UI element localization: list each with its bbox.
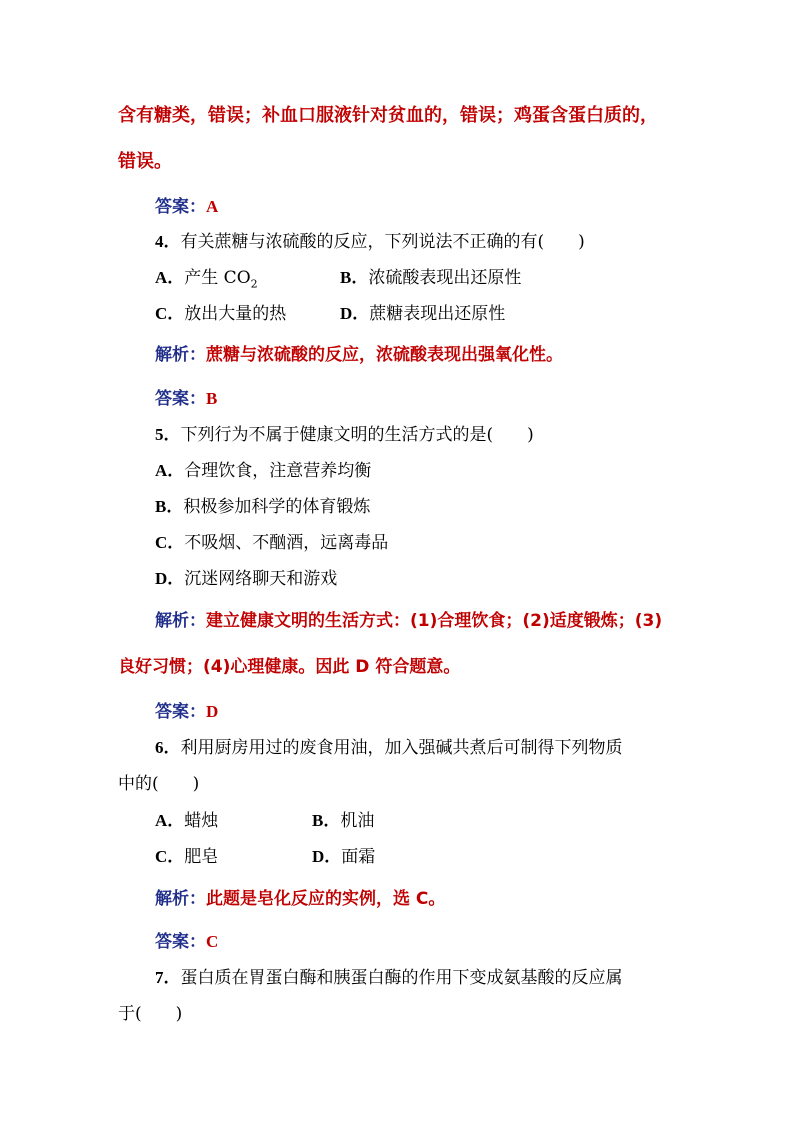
q4-option-a [155, 267, 258, 295]
q4-option-b [340, 267, 521, 289]
option-letter: A． [155, 811, 185, 830]
analysis-text: 此题是皂化反应的实例，选 C。 [206, 889, 446, 909]
answer-label: 答案： [155, 389, 206, 409]
option-text: 蔗糖表现出还原性 [369, 304, 506, 324]
question-stem: 蛋白质在胃蛋白酶和胰蛋白酶的作用下变成氨基酸的反应属 [180, 968, 623, 988]
answer-label: 答案： [155, 932, 206, 952]
answer-value: B [206, 389, 218, 408]
q6-stem-row [155, 737, 623, 759]
q6-option-b [312, 810, 374, 832]
q4-answer-row [155, 388, 217, 410]
q7-stem-row [155, 967, 623, 989]
option-letter: A． [155, 268, 185, 287]
option-letter: C． [155, 847, 185, 866]
q6-answer-row [155, 931, 218, 953]
q6-analysis-row [155, 888, 445, 910]
question-number: 7． [155, 968, 181, 987]
option-letter: D． [312, 847, 342, 866]
answer-value: D [206, 702, 219, 721]
answer-value: A [206, 197, 219, 216]
question-number: 5． [155, 425, 181, 444]
q5-option-c [155, 532, 388, 554]
q6-option-a [155, 810, 218, 832]
option-letter: B． [312, 811, 341, 830]
question-stem: 有关蔗糖与浓硫酸的反应，下列说法不正确的有( ) [180, 232, 585, 252]
option-letter: A． [155, 461, 185, 480]
q4-option-d [340, 303, 505, 325]
option-letter: B． [155, 497, 184, 516]
question-number: 6． [155, 738, 181, 757]
option-text: 蜡烛 [184, 811, 219, 831]
analysis-text: 蔗糖与浓硫酸的反应，浓硫酸表现出强氧化性。 [206, 345, 563, 365]
answer-label: 答案： [155, 702, 206, 722]
answer-label: 答案： [155, 197, 206, 217]
option-letter: D． [155, 569, 185, 588]
option-text: 面霜 [341, 847, 376, 867]
option-text: 肥皂 [184, 847, 219, 867]
option-text: 积极参加科学的体育锻炼 [183, 497, 371, 517]
q5-analysis-line-2: 良好习惯；(4)心理健康。因此 D 符合题意。 [118, 657, 461, 677]
q6-option-c [155, 846, 218, 868]
analysis-label: 解析： [155, 345, 206, 365]
option-letter: C． [155, 304, 185, 323]
question-stem: 利用厨房用过的废食用油，加入强碱共煮后可制得下列物质 [180, 738, 623, 758]
question-number: 4． [155, 232, 181, 251]
q5-option-b [155, 496, 370, 518]
question-stem: 下列行为不属于健康文明的生活方式的是( ) [180, 425, 534, 445]
option-text: 合理饮食，注意营养均衡 [184, 461, 372, 481]
q5-answer-row [155, 701, 218, 723]
q6-stem-line-2: 中的( ) [118, 774, 200, 794]
option-text: 产生 CO [184, 268, 251, 288]
option-text: 浓硫酸表现出还原性 [368, 268, 522, 288]
q3-answer-row [155, 196, 218, 218]
q6-option-d [312, 846, 375, 868]
analysis-label: 解析： [155, 611, 206, 631]
q5-stem-row [155, 424, 534, 446]
answer-value: C [206, 932, 219, 951]
q5-option-d [155, 568, 337, 590]
option-text: 机油 [340, 811, 375, 831]
intro-line-1: 含有糖类，错误；补血口服液针对贫血的，错误；鸡蛋含蛋白质的， [118, 105, 658, 126]
option-subscript: 2 [250, 277, 258, 291]
option-text: 沉迷网络聊天和游戏 [184, 569, 338, 589]
q7-stem-line-2: 于( ) [118, 1004, 183, 1024]
q4-analysis-row [155, 344, 563, 366]
q4-option-c [155, 303, 286, 325]
option-text: 不吸烟、不酗酒，远离毒品 [184, 533, 389, 553]
option-text: 放出大量的热 [184, 304, 287, 324]
q4-stem-row [155, 231, 585, 253]
option-letter: C． [155, 533, 185, 552]
q5-analysis-row [155, 610, 662, 632]
analysis-label: 解析： [155, 889, 206, 909]
q5-option-a [155, 460, 371, 482]
option-letter: B． [340, 268, 369, 287]
option-letter: D． [340, 304, 370, 323]
analysis-text: 建立健康文明的生活方式：(1)合理饮食；(2)适度锻炼；(3) [206, 611, 663, 631]
intro-line-2: 错误。 [118, 151, 172, 172]
